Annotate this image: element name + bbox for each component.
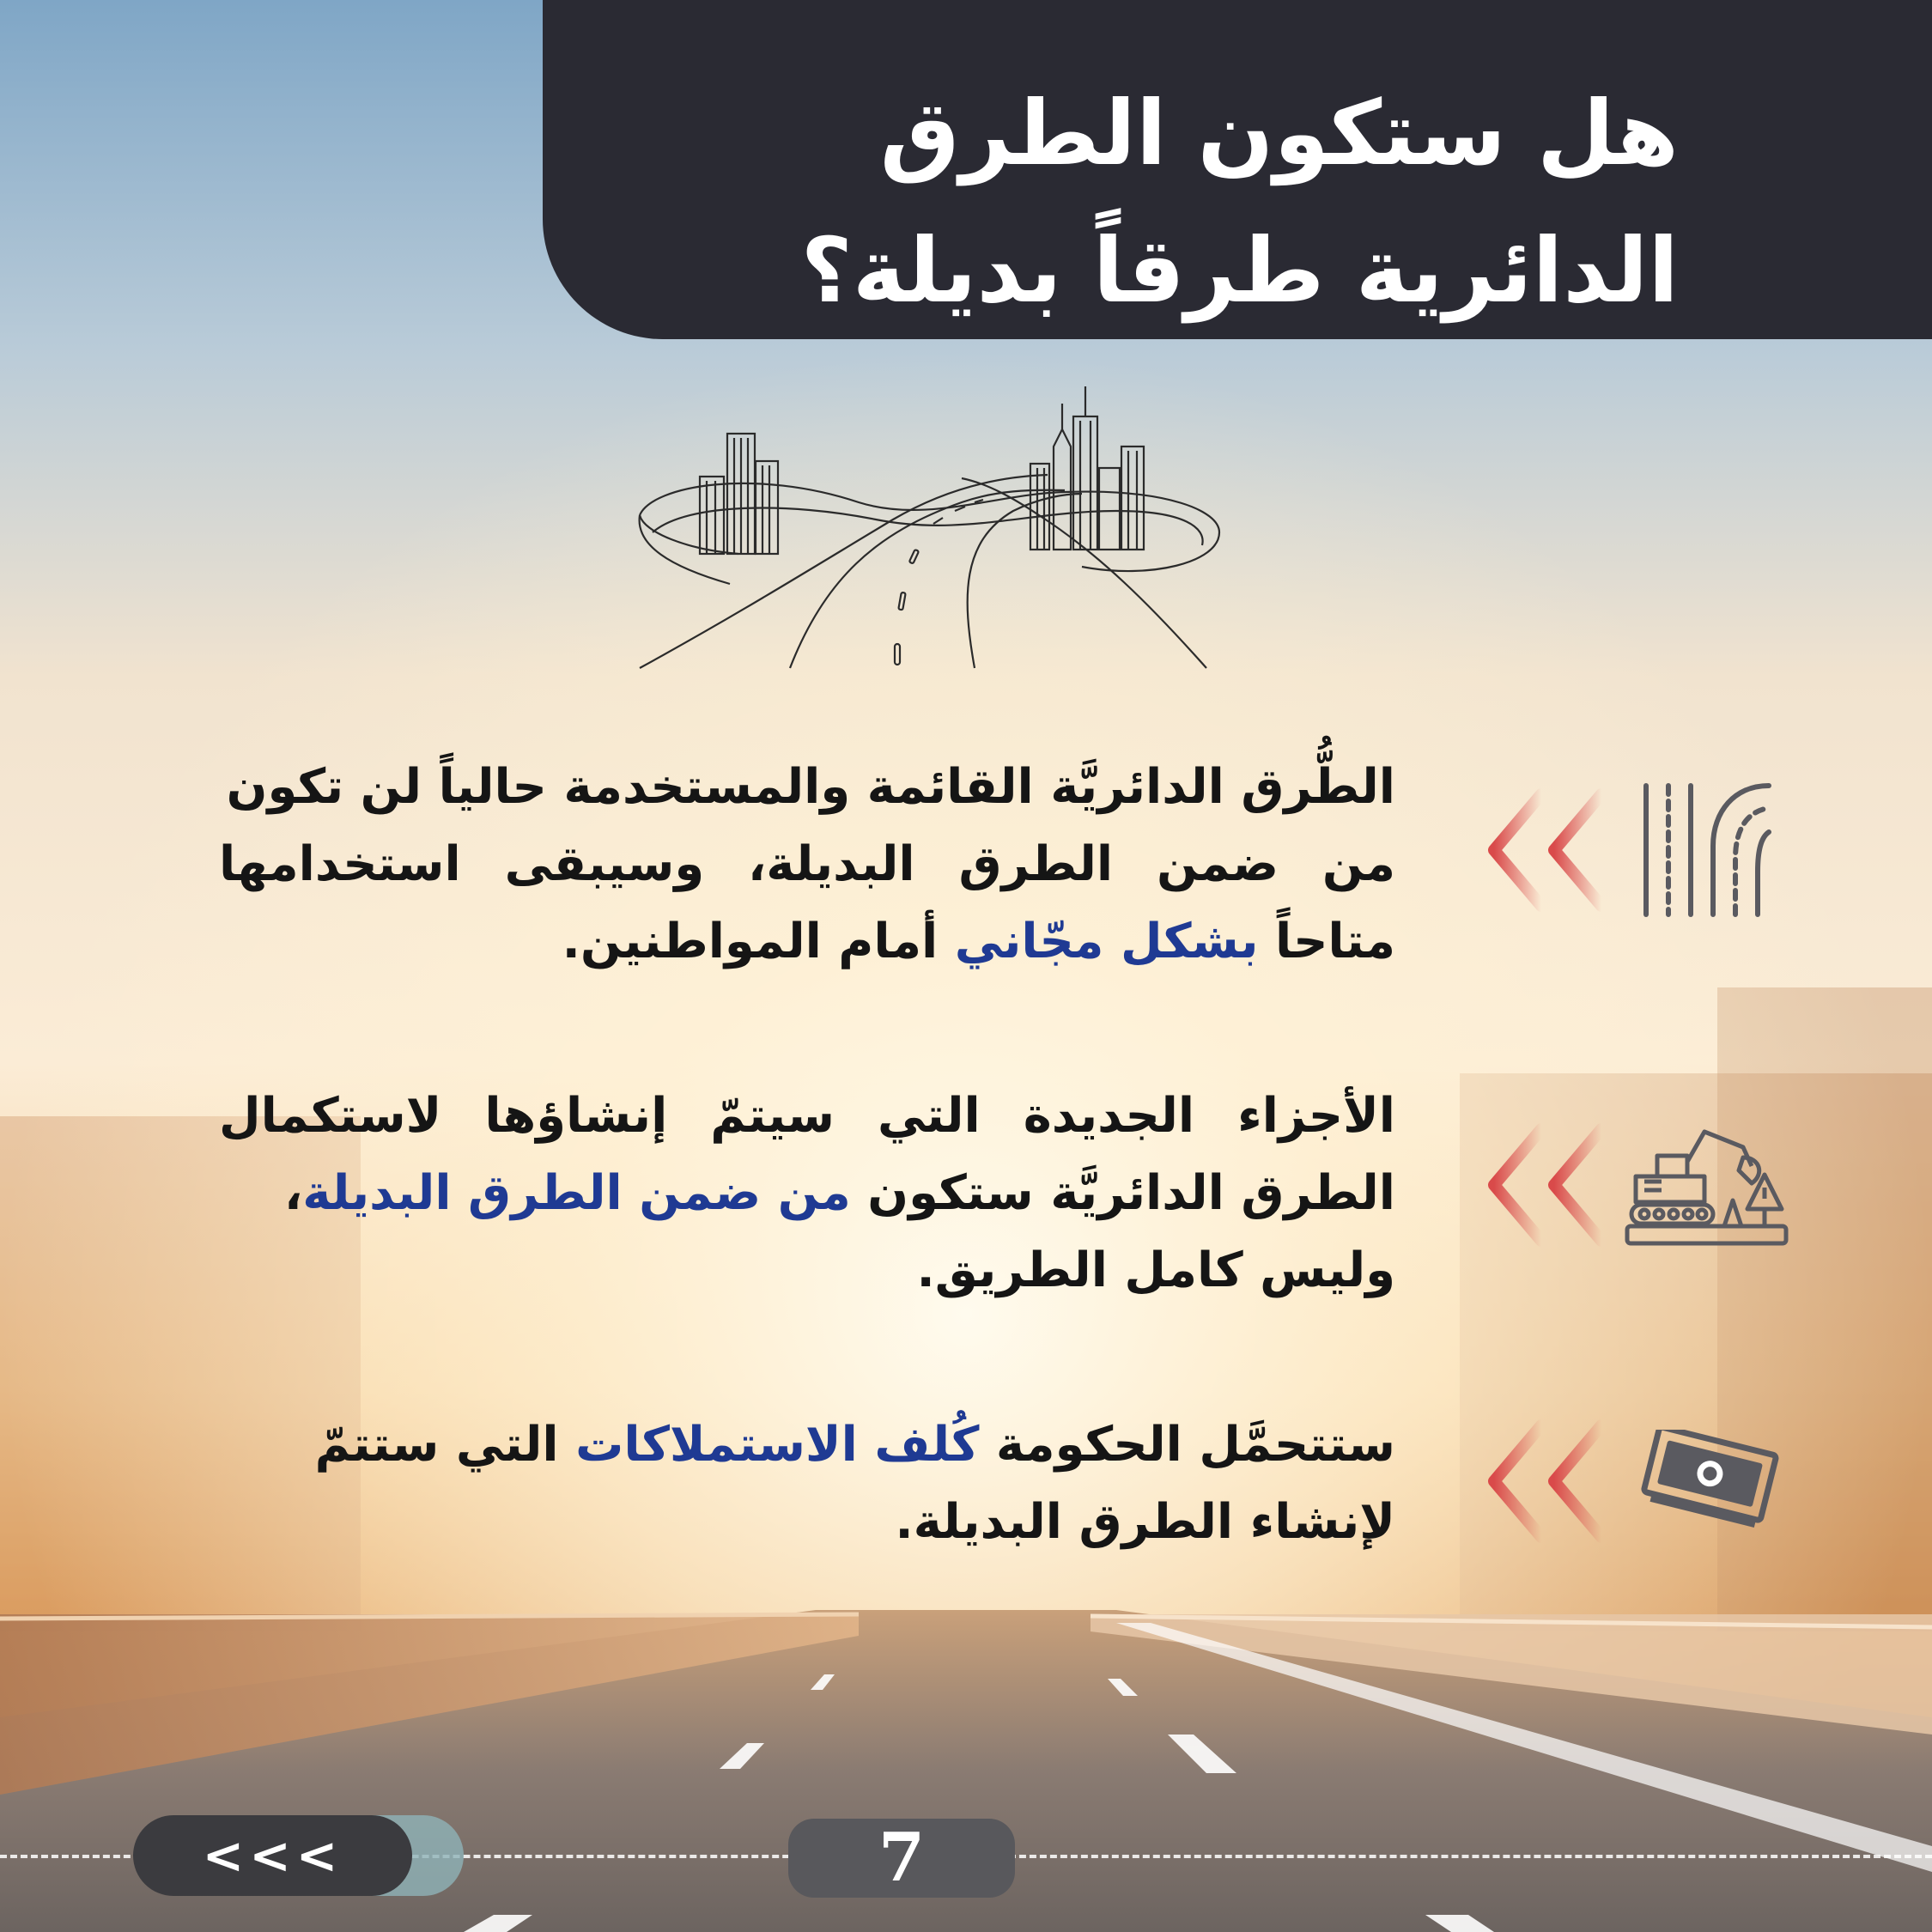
- title-line-2: الدائرية طرقاً بديلة؟: [800, 218, 1679, 323]
- item1-line3: متاحاً بشكل مجّاني أمام المواطنين.: [562, 914, 1395, 969]
- page-number: 7: [788, 1819, 1015, 1898]
- title-line-1: هل ستكون الطرق: [879, 81, 1679, 185]
- item2-line1: الأجزاء الجديدة التي سيتمّ إنشاؤها لاستكمال: [219, 1088, 1395, 1144]
- item1-highlight: بشكل مجّاني: [954, 914, 1259, 969]
- item2-line3: وليس كامل الطريق.: [916, 1242, 1395, 1298]
- double-chevron-left-icon: [1481, 1417, 1610, 1546]
- info-item-expropriation-costs: [219, 1406, 1395, 1561]
- money-bill-icon: [1636, 1430, 1782, 1528]
- item3-line1: ستتحمَّل الحكومة كُلف الاستملاكات التي ستتمّ: [314, 1417, 1395, 1473]
- item2-line2: الطرق الدائريَّة ستكون من ضمن الطرق البديلة،: [283, 1165, 1395, 1221]
- back-arrows-icon[interactable]: <<<: [202, 1826, 343, 1885]
- construction-excavator-icon: [1623, 1123, 1790, 1248]
- item3-line2: لإنشاء الطرق البديلة.: [895, 1494, 1395, 1550]
- item1-line1: الطُّرق الدائريَّة القائمة والمستخدمة حالياً لن تكون: [226, 759, 1395, 815]
- item1-line2: من ضمن الطرق البديلة، وسيبقى استخدامها: [219, 836, 1395, 892]
- double-chevron-left-icon: [1481, 1121, 1610, 1249]
- info-item-free-ring-roads: [219, 749, 1395, 981]
- info-item-new-sections: [219, 1078, 1395, 1309]
- item3-highlight: كُلف الاستملاكات: [575, 1417, 980, 1473]
- city-ring-road-illustration: [635, 382, 1228, 670]
- item2-highlight: من ضمن الطرق البديلة: [302, 1165, 851, 1221]
- page-title: [605, 64, 1679, 339]
- double-chevron-left-icon: [1481, 786, 1610, 914]
- road-lanes-icon: [1636, 777, 1773, 919]
